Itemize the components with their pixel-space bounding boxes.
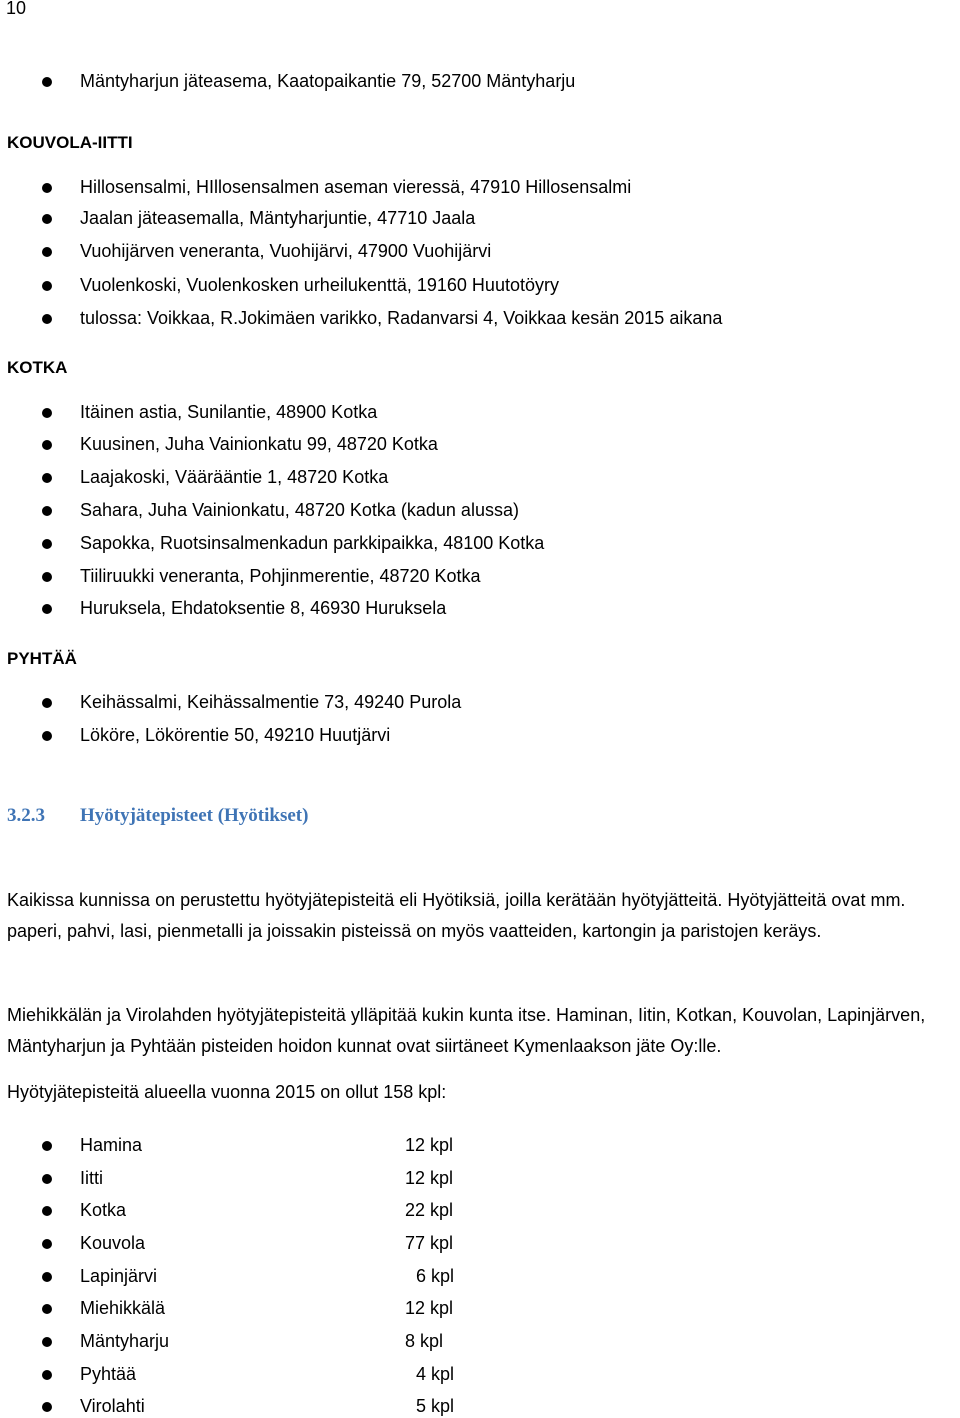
bullet-icon (42, 604, 52, 614)
list-item-text: Lököre, Lökörentie 50, 49210 Huutjärvi (80, 725, 391, 745)
bullet-icon (42, 1141, 52, 1151)
point-count: 12 kpl (405, 1168, 454, 1188)
bullet-icon (42, 281, 52, 291)
municipality-name: Hamina (80, 1135, 143, 1155)
point-count: 5 kpl (416, 1396, 455, 1416)
section-title: Hyötyjätepisteet (Hyötikset) (80, 805, 309, 826)
count-row (0, 1230, 960, 1260)
list-item-text: Vuolenkoski, Vuolenkosken urheilukenttä, 19160 Huutotöyry (80, 275, 559, 295)
bullet-icon (42, 214, 52, 224)
bullet-icon (42, 572, 52, 582)
list-item (0, 272, 960, 302)
point-count: 12 kpl (405, 1135, 454, 1155)
page-number: 10 (6, 0, 27, 18)
list-item (0, 399, 960, 429)
count-row (0, 1263, 960, 1293)
point-count: 77 kpl (405, 1233, 454, 1253)
list-item-text: Huruksela, Ehdatoksentie 8, 46930 Huruksela (80, 598, 447, 618)
count-row (0, 1328, 960, 1358)
count-row (0, 1361, 960, 1391)
bullet-icon (42, 473, 52, 483)
point-count: 12 kpl (405, 1298, 454, 1318)
list-item-text: Mäntyharjun jäteasema, Kaatopaikantie 79, 52700 Mäntyharju (80, 71, 576, 91)
bullet-icon (42, 247, 52, 257)
bullet-icon (42, 1239, 52, 1249)
point-count: 22 kpl (405, 1200, 454, 1220)
list-item (0, 464, 960, 494)
list-item (0, 238, 960, 268)
list-item-text: Kuusinen, Juha Vainionkatu 99, 48720 Kotka (80, 434, 438, 454)
list-item (0, 563, 960, 593)
bullet-icon (42, 408, 52, 418)
list-item-text: tulossa: Voikkaa, R.Jokimäen varikko, Radanvarsi 4, Voikkaa kesän 2015 aikana (80, 308, 723, 328)
count-row (0, 1165, 960, 1195)
bullet-icon (42, 1370, 52, 1380)
list-item-text: Sapokka, Ruotsinsalmenkadun parkkipaikka, 48100 Kotka (80, 533, 545, 553)
point-count: 4 kpl (416, 1364, 455, 1384)
bullet-icon (42, 506, 52, 516)
list-item (0, 595, 960, 625)
bullet-icon (42, 77, 52, 87)
count-row (0, 1393, 960, 1418)
section-heading-pyhtaa: PYHTÄÄ (7, 649, 77, 668)
municipality-name: Virolahti (80, 1396, 145, 1416)
list-item (0, 305, 960, 335)
section-heading-kotka: KOTKA (7, 358, 68, 377)
list-item-text: Keihässalmi, Keihässalmentie 73, 49240 Purola (80, 692, 462, 712)
municipality-name: Miehikkälä (80, 1298, 166, 1318)
paragraph: Hyötyjätepisteitä alueella vuonna 2015 on ollut 158 kpl: (7, 1082, 447, 1102)
list-item-text: Itäinen astia, Sunilantie, 48900 Kotka (80, 402, 378, 422)
list-item (0, 431, 960, 461)
point-count: 6 kpl (416, 1266, 455, 1286)
bullet-icon (42, 1272, 52, 1282)
municipality-name: Kouvola (80, 1233, 146, 1253)
paragraph: Kaikissa kunnissa on perustettu hyötyjätepisteitä eli Hyötiksiä, joilla kerätään hyötyjätteitä. Hyötyjätteitä ovat mm. paperi, pahvi, lasi, pienmetalli ja joissakin pisteissä on myös vaatteiden, kartongin ja paristojen keräys. (7, 890, 906, 941)
bullet-icon (42, 698, 52, 708)
municipality-name: Pyhtää (80, 1364, 137, 1384)
paragraph: Miehikkälän ja Virolahden hyötyjätepisteitä ylläpitää kukin kunta itse. Haminan, Iitin, Kotkan, Kouvolan, Lapinjärven, Mäntyharjun ja Pyhtään pisteiden hoidon kunnat ovat siirtäneet Kymenlaakson jäte Oy:lle. (7, 1005, 926, 1056)
bullet-icon (42, 183, 52, 193)
list-item-text: Jaalan jäteasemalla, Mäntyharjuntie, 47710 Jaala (80, 208, 476, 228)
list-item (0, 497, 960, 527)
bullet-icon (42, 1174, 52, 1184)
count-row (0, 1197, 960, 1227)
list-item-text: Tiiliruukki veneranta, Pohjinmerentie, 48720 Kotka (80, 566, 481, 586)
section-heading-kouvola-iitti: KOUVOLA-IITTI (7, 133, 133, 152)
list-item-text: Laajakoski, Väärääntie 1, 48720 Kotka (80, 467, 389, 487)
bullet-icon (42, 1402, 52, 1412)
municipality-name: Mäntyharju (80, 1331, 170, 1351)
bullet-icon (42, 1337, 52, 1347)
count-row (0, 1132, 960, 1162)
municipality-name: Iitti (80, 1168, 104, 1188)
list-item (0, 689, 960, 719)
list-item (0, 530, 960, 560)
bullet-icon (42, 440, 52, 450)
point-count: 8 kpl (405, 1331, 444, 1351)
count-row (0, 1295, 960, 1325)
bullet-icon (42, 731, 52, 741)
section-number: 3.2.3 (7, 805, 45, 826)
bullet-icon (42, 1304, 52, 1314)
list-item-text: Vuohijärven veneranta, Vuohijärvi, 47900 Vuohijärvi (80, 241, 492, 261)
bullet-icon (42, 1206, 52, 1216)
list-item-text: Sahara, Juha Vainionkatu, 48720 Kotka (kadun alussa) (80, 500, 519, 520)
bullet-icon (42, 314, 52, 324)
list-item (0, 722, 960, 752)
bullet-icon (42, 539, 52, 549)
list-item-text: Hillosensalmi, HIllosensalmen aseman vieressä, 47910 Hillosensalmi (80, 177, 632, 197)
list-item (0, 174, 960, 204)
list-item (0, 205, 960, 235)
list-item (0, 68, 960, 98)
municipality-name: Kotka (80, 1200, 127, 1220)
municipality-name: Lapinjärvi (80, 1266, 158, 1286)
